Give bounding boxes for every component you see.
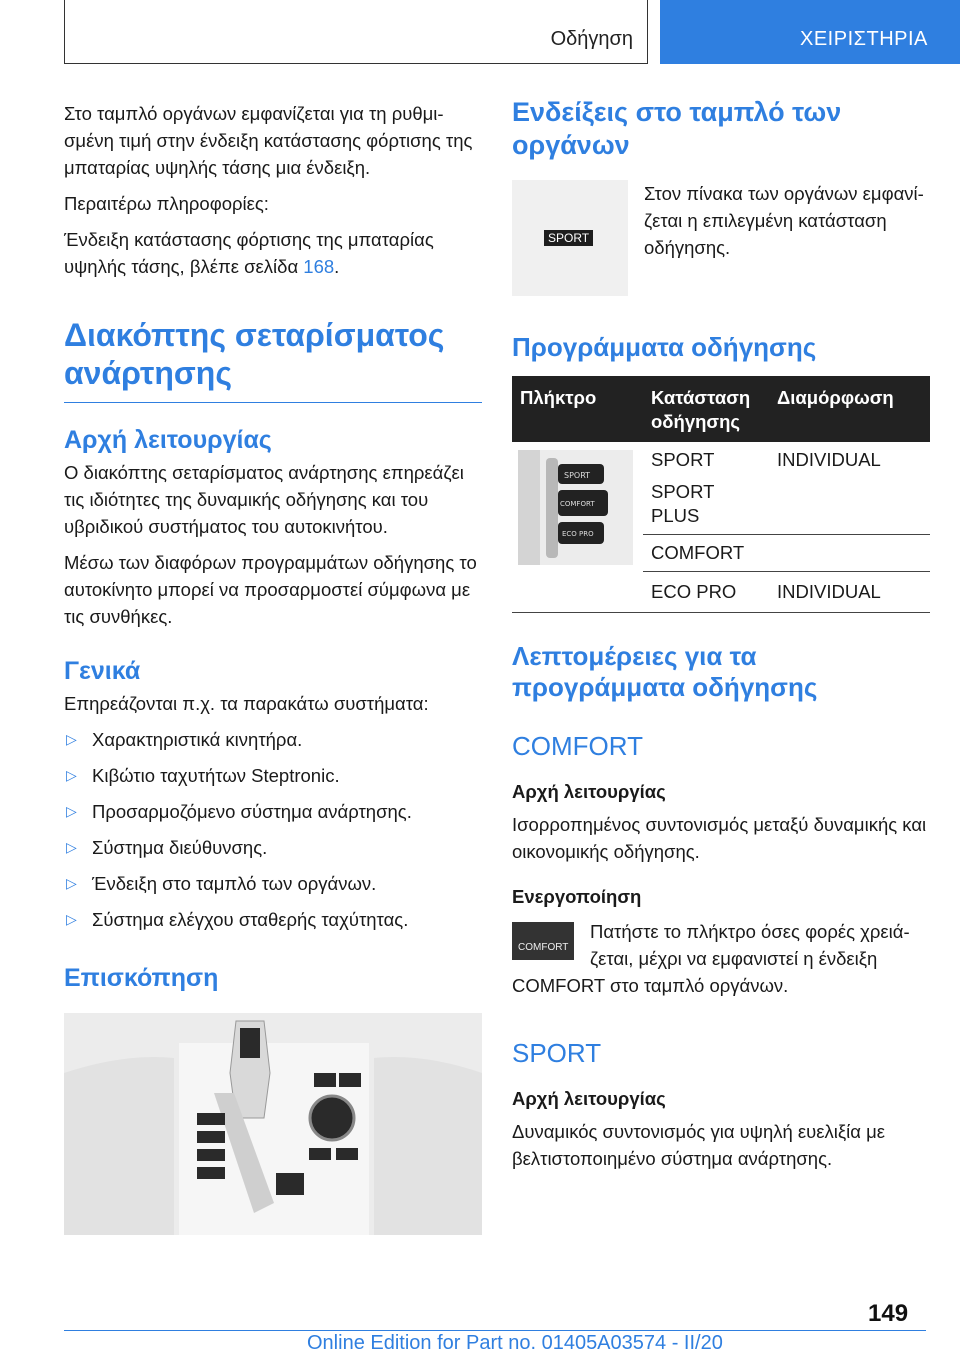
display-heading: Ενδείξεις στο ταμπλό των οργάνων [512,97,842,160]
footer-edition: Online Edition for Part no. 01405A03574 - II/20 [307,1332,723,1354]
mode-cell: COMFORT [643,535,769,572]
header-section-label: Οδήγηση [550,28,633,50]
details-heading: Λεπτομέρειες για τα προγράμματα οδήγησης [512,641,818,702]
comfort-button-label: COMFORT [560,500,595,508]
page-link[interactable]: 168 [303,256,335,277]
more-info-label: Περαιτέρω πληροφορίες: [64,193,269,214]
sport-button-label: SPORT [564,471,591,480]
list-item: ▷ Σύστημα ελέγχου σταθερής ταχύτητας. [64,906,482,933]
eco-pro-button-label: ECO PRO [562,530,594,538]
principle-paragraph-2: Μέσω των διαφόρων προγραμμάτων οδήγησης το αυτοκίνητο μπορεί να προσαρμοστεί σύμφωνα με τις συνθήκες. [64,552,477,627]
display-text: Στον πίνακα των οργάνων εμφανίζεται η επιλεγμένη κατάσταση οδήγησης. [644,183,924,258]
left-column [64,100,482,1235]
overview-heading: Επισκόπηση [64,964,219,992]
table-header-row [512,376,930,442]
header-section-tab [64,0,648,64]
triangle-bullet-icon: ▷ [66,839,77,855]
display-block [512,180,930,302]
mode-cell: SPORT SPORT PLUS [643,442,769,535]
table-header: Διαμόρφωση [769,376,930,442]
principle-heading: Αρχή λειτουργίας [64,426,272,454]
mode-cell: ECO PRO [643,572,769,613]
table-header: Κατάσταση οδήγησης [643,376,769,442]
right-column [512,96,930,1181]
list-item: ▷ Προσαρμοζόμενο σύστημα ανάρτησης. [64,798,482,825]
triangle-bullet-icon: ▷ [66,731,77,747]
comfort-activation-text: Πατήστε το πλήκτρο όσες φορές χρειάζεται, μέχρι να εμφανιστεί η ένδειξη COMFORT στο ταμπλό οργάνων. [512,921,910,996]
config-cell: INDIVIDUAL [769,442,930,535]
sport-display-label: SPORT [544,230,593,246]
general-intro: Επηρεάζονται π.χ. τα παρακάτω συστήματα: [64,693,429,714]
intro-paragraph: Στο ταμπλό οργάνων εμφανίζεται για τη ρυθμισμένη τιμή στην ένδειξη κατάστασης φόρτισης της μπαταρίας υψηλής τάσης μια ένδειξη. [64,103,473,178]
header-chapter-tab [660,0,960,64]
sport-principle-heading: Αρχή λειτουργίας [512,1088,666,1109]
triangle-bullet-icon: ▷ [66,911,77,927]
table-row [512,442,930,535]
comfort-principle-text: Ισορροπημένος συντονισμός μεταξύ δυναμικής και οικονομικής οδήγησης. [512,814,927,862]
table-header: Πλήκτρο [512,376,643,442]
comfort-activation-heading: Ενεργοποίηση [512,886,642,907]
sport-principle-text: Δυναμικός συντονισμός για υψηλή ευελιξία με βελτιστοποιημένο σύστημα ανάρτησης. [512,1121,886,1169]
reference-paragraph: Ένδειξη κατάστασης φόρτισης της μπαταρίας υψηλής τάσης, βλέπε σελίδα 168. [64,229,434,277]
sport-heading: SPORT [512,1038,602,1068]
mode-buttons-image [518,450,633,565]
programs-heading: Προγράμματα οδήγησης [512,332,817,362]
principle-paragraph-1: Ο διακόπτης σεταρίσματος ανάρτησης επηρεάζει τις ιδιότητες της δυναμικής οδήγησης και του υβριδικού συστήματος του αυτοκινήτου. [64,462,464,537]
list-item: ▷ Χαρακτηριστικά κινητήρα. [64,726,482,753]
programs-table [512,376,930,613]
triangle-bullet-icon: ▷ [66,875,77,891]
comfort-activation-block [512,918,930,1008]
list-item: ▷ Κιβώτιο ταχυτήτων Steptronic. [64,762,482,789]
list-item: ▷ Ένδειξη στο ταμπλό των οργάνων. [64,870,482,897]
header-chapter-label: ΧΕΙΡΙΣΤΗΡΙΑ [800,28,928,50]
triangle-bullet-icon: ▷ [66,767,77,783]
page-number: 149 [868,1300,909,1327]
config-cell: INDIVIDUAL [769,572,930,613]
sport-display-image [512,180,628,296]
section-title: Διακόπτης σεταρίσματος ανάρτησης [64,316,482,403]
center-console-photo [64,1013,482,1235]
button-cell [512,442,643,613]
mode-buttons-illustration [518,450,633,565]
config-cell [769,535,930,572]
footer-divider [64,1330,926,1331]
comfort-button-label: COMFORT [518,942,569,953]
center-console-illustration [64,1013,482,1235]
systems-list [64,726,482,933]
triangle-bullet-icon: ▷ [66,803,77,819]
comfort-principle-heading: Αρχή λειτουργίας [512,781,666,802]
comfort-heading: COMFORT [512,731,643,761]
comfort-button-image [512,922,574,960]
general-heading: Γενικά [64,657,141,685]
list-item: ▷ Σύστημα διεύθυνσης. [64,834,482,861]
